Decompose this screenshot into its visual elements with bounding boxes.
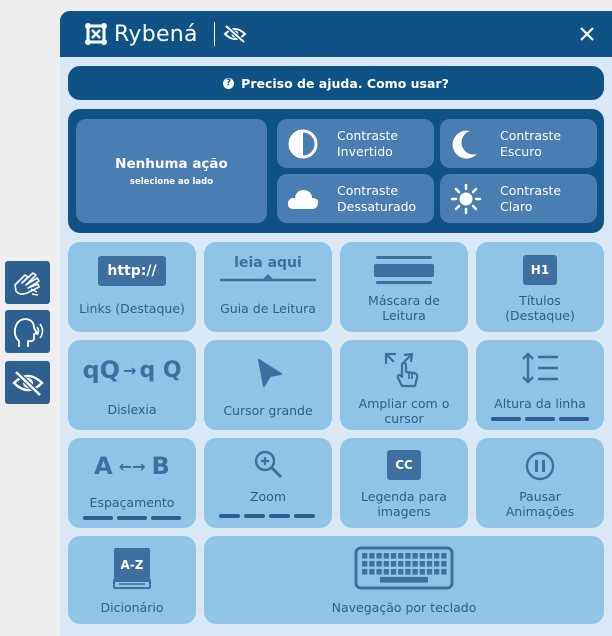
close-icon xyxy=(579,26,595,42)
dictionary-label: Dicionário xyxy=(100,600,164,615)
line-height-icon xyxy=(520,352,560,384)
arrow-right-icon: → xyxy=(123,360,137,380)
pointer-expand-icon xyxy=(382,350,426,390)
half-circle-icon xyxy=(287,128,319,160)
contrast-desaturated-button[interactable] xyxy=(277,174,434,223)
contrast-dark-button[interactable] xyxy=(440,119,597,168)
keyboard-icon xyxy=(354,546,454,590)
mask-icon xyxy=(372,254,436,286)
contrast-label: Contraste Invertido xyxy=(337,127,399,159)
contrast-label: Contraste Dessaturado xyxy=(337,182,417,214)
titles-highlight-button[interactable] xyxy=(476,242,604,332)
dictionary-icon-text: A-Z xyxy=(120,558,144,572)
guide-line-icon xyxy=(218,271,318,283)
reading-mask-label: Máscara de Leitura xyxy=(368,293,440,323)
cursor-icon xyxy=(251,356,285,390)
zoom-in-icon xyxy=(252,448,284,480)
eye-slash-icon[interactable] xyxy=(223,24,247,44)
pause-circle-icon xyxy=(524,450,556,482)
close-button[interactable] xyxy=(576,23,598,45)
keyboard-navigation-button[interactable] xyxy=(204,536,604,624)
magnify-cursor-label: Ampliar com o cursor xyxy=(358,396,450,426)
contrast-light-button[interactable] xyxy=(440,174,597,223)
level-indicator xyxy=(491,417,589,421)
reading-guide-icon-text: leia aqui xyxy=(234,255,302,271)
dyslexia-icon-right: q Q xyxy=(139,357,182,383)
arrows-horizontal-icon: ←→ xyxy=(118,456,146,476)
dyslexia-button[interactable] xyxy=(68,340,196,430)
big-cursor-button[interactable] xyxy=(204,340,332,430)
level-indicator xyxy=(83,516,181,520)
magnify-cursor-button[interactable] xyxy=(340,340,468,430)
reading-guide-button[interactable] xyxy=(204,242,332,332)
contrast-label: Contraste Escuro xyxy=(500,127,562,159)
sign-language-icon xyxy=(11,267,45,299)
cc-icon: CC xyxy=(387,450,421,480)
sign-language-button[interactable] xyxy=(5,261,50,304)
speaking-head-icon xyxy=(11,315,45,349)
brand-name: Rybená xyxy=(114,21,198,47)
line-height-label: Altura da linha xyxy=(494,396,586,411)
accessibility-panel xyxy=(60,11,612,636)
no-action-title: Nenhuma ação xyxy=(115,155,228,172)
dyslexia-icon-left: qQ xyxy=(82,356,121,384)
zoom-button[interactable] xyxy=(204,438,332,528)
spacing-button[interactable] xyxy=(68,438,196,528)
spacing-icon-left: A xyxy=(94,452,113,480)
moon-icon xyxy=(450,128,482,160)
audio-reader-button[interactable] xyxy=(5,310,50,353)
no-action-subtitle: selecione ao lado xyxy=(129,176,214,187)
reading-mask-button[interactable] xyxy=(340,242,468,332)
line-height-button[interactable] xyxy=(476,340,604,430)
rybena-logo-icon xyxy=(84,22,108,46)
titles-label: Títulos (Destaque) xyxy=(505,293,575,323)
panel-header xyxy=(60,11,612,57)
dictionary-book-icon xyxy=(111,546,153,590)
links-label: Links (Destaque) xyxy=(79,301,185,316)
image-captions-button[interactable] xyxy=(340,438,468,528)
reading-guide-label: Guia de Leitura xyxy=(220,301,316,316)
header-divider xyxy=(214,22,216,46)
help-button[interactable] xyxy=(68,66,604,100)
zoom-label: Zoom xyxy=(249,489,287,504)
sun-icon xyxy=(450,183,482,215)
level-indicator xyxy=(219,514,315,518)
keyboard-navigation-label: Navegação por teclado xyxy=(331,600,477,615)
big-cursor-label: Cursor grande xyxy=(223,403,313,418)
spacing-icon-right: B xyxy=(151,452,170,480)
image-captions-label: Legenda para imagens xyxy=(361,489,447,519)
contrast-inverted-button[interactable] xyxy=(277,119,434,168)
spacing-label: Espaçamento xyxy=(89,495,175,510)
pause-animations-label: Pausar Animações xyxy=(505,489,575,519)
hide-button[interactable] xyxy=(5,361,50,404)
help-label: Preciso de ajuda. Como usar? xyxy=(241,75,449,91)
dictionary-button[interactable] xyxy=(68,536,196,624)
contrast-section xyxy=(68,109,604,233)
no-action-panel xyxy=(76,119,267,223)
brand xyxy=(84,22,198,47)
dyslexia-label: Dislexia xyxy=(107,402,157,417)
h1-icon: H1 xyxy=(523,255,557,285)
pause-animations-button[interactable] xyxy=(476,438,604,528)
eye-slash-icon xyxy=(11,368,45,398)
http-icon: http:// xyxy=(98,256,166,286)
question-icon: ? xyxy=(223,78,234,89)
links-highlight-button[interactable] xyxy=(68,242,196,332)
cloud-icon xyxy=(286,185,320,213)
contrast-label: Contraste Claro xyxy=(500,182,562,214)
